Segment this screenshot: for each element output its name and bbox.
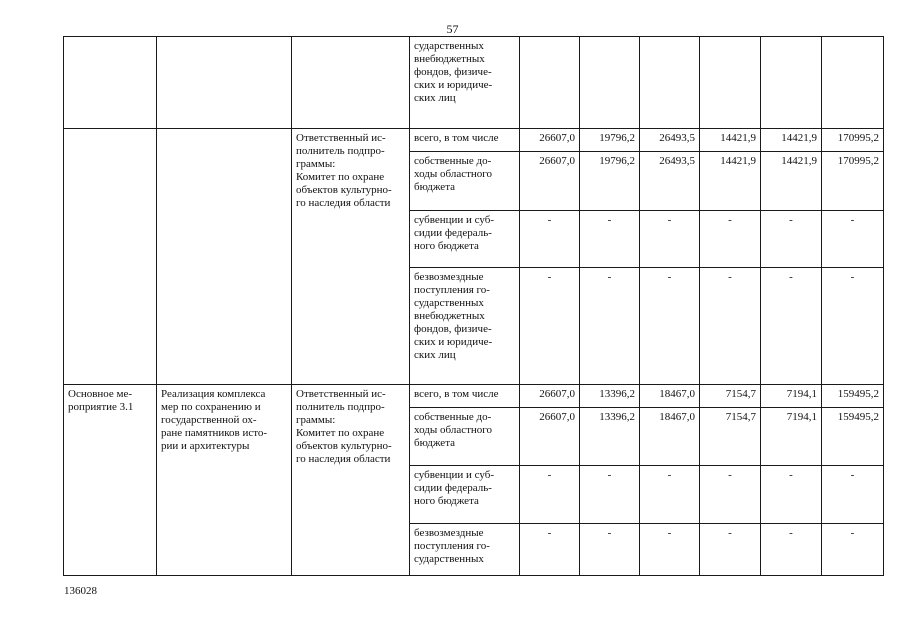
- value-text: -: [850, 271, 855, 283]
- value-text: 170995,2: [837, 155, 879, 167]
- table-row: [64, 37, 884, 129]
- value-cell: [520, 268, 580, 385]
- value-text: -: [667, 271, 672, 283]
- value-text: -: [547, 214, 552, 226]
- measure-cell: [64, 129, 157, 385]
- value-text: -: [607, 214, 612, 226]
- value-cell: [700, 152, 761, 211]
- value-cell: [520, 524, 580, 576]
- value-text: 13396,2: [599, 411, 635, 423]
- value-text: 14421,9: [781, 155, 817, 167]
- value-cell: [822, 524, 884, 576]
- value-cell: [640, 129, 700, 152]
- value-text: -: [667, 527, 672, 539]
- value-cell: [822, 385, 884, 408]
- executor-cell: [292, 385, 410, 576]
- value-cell: [822, 268, 884, 385]
- page-number: 57: [446, 22, 459, 36]
- value-cell: [640, 408, 700, 466]
- value-text: -: [789, 214, 793, 226]
- value-cell: [761, 385, 822, 408]
- value-text: -: [728, 271, 732, 283]
- value-cell: [580, 129, 640, 152]
- executor-text: Ответственный ис- полнитель подпро- граммы: Комитет по охране объектов культурно- го наследия области: [296, 388, 392, 465]
- funding-source-label: сударственных внебюджетных фондов, физиче- ских и юридиче- ских лиц: [414, 40, 493, 104]
- value-text: 26607,0: [539, 132, 575, 144]
- value-text: -: [547, 271, 552, 283]
- value-cell: [580, 152, 640, 211]
- value-cell: [761, 268, 822, 385]
- value-text: 26493,5: [659, 132, 695, 144]
- value-cell: [761, 152, 822, 211]
- value-cell: [520, 37, 580, 129]
- value-text: 7154,7: [725, 411, 756, 423]
- value-cell: [700, 408, 761, 466]
- value-cell: [700, 211, 761, 268]
- value-cell: [580, 466, 640, 524]
- value-text: -: [728, 469, 732, 481]
- measure-cell: [64, 385, 157, 576]
- value-text: 26607,0: [539, 411, 575, 423]
- value-text: -: [728, 527, 732, 539]
- value-text: 159495,2: [837, 388, 879, 400]
- funding-source-label: собственные до- ходы областного бюджета: [414, 155, 493, 193]
- value-cell: [700, 129, 761, 152]
- value-text: 19796,2: [599, 132, 635, 144]
- value-text: 7154,7: [725, 388, 756, 400]
- value-text: 19796,2: [599, 155, 635, 167]
- value-cell: [640, 152, 700, 211]
- value-cell: [640, 211, 700, 268]
- value-cell: [640, 524, 700, 576]
- measure-name-text: Реализация комплекса мер по сохранению и государственной ох- ране памятников исто- рии и архитектуры: [161, 388, 268, 452]
- funding-source-label: всего, в том числе: [414, 132, 499, 144]
- value-cell: [520, 408, 580, 466]
- funding-source-cell: [410, 466, 520, 524]
- value-cell: [580, 37, 640, 129]
- executor-cell: [292, 37, 410, 129]
- value-text: 26607,0: [539, 388, 575, 400]
- value-cell: [640, 385, 700, 408]
- funding-source-label: субвенции и суб- сидии федераль- ного бюджета: [414, 214, 494, 252]
- name-cell: [157, 37, 292, 129]
- value-cell: [520, 129, 580, 152]
- value-text: -: [607, 271, 612, 283]
- value-cell: [580, 408, 640, 466]
- funding-source-label: безвозмездные поступления го- сударственных: [414, 527, 490, 565]
- funding-source-cell: [410, 152, 520, 211]
- value-text: 170995,2: [837, 132, 879, 144]
- value-cell: [580, 385, 640, 408]
- funding-source-cell: [410, 268, 520, 385]
- value-cell: [700, 268, 761, 385]
- funding-source-cell: [410, 37, 520, 129]
- value-cell: [761, 129, 822, 152]
- value-cell: [822, 466, 884, 524]
- value-text: -: [667, 469, 672, 481]
- table-row: [64, 385, 884, 408]
- value-cell: [700, 466, 761, 524]
- value-text: 7194,1: [786, 388, 817, 400]
- name-cell: [157, 129, 292, 385]
- value-text: -: [547, 527, 552, 539]
- value-cell: [822, 129, 884, 152]
- funding-source-label: всего, в том числе: [414, 388, 499, 400]
- name-cell: [157, 385, 292, 576]
- value-text: 14421,9: [781, 132, 817, 144]
- value-text: -: [789, 527, 793, 539]
- value-text: 14421,9: [720, 155, 756, 167]
- funding-source-cell: [410, 524, 520, 576]
- value-cell: [580, 211, 640, 268]
- value-cell: [640, 268, 700, 385]
- value-text: 7194,1: [786, 411, 817, 423]
- budget-table: [63, 36, 884, 576]
- funding-source-cell: [410, 385, 520, 408]
- value-text: -: [789, 469, 793, 481]
- value-text: -: [850, 527, 855, 539]
- value-cell: [580, 268, 640, 385]
- value-cell: [640, 37, 700, 129]
- document-code: 136028: [64, 585, 97, 597]
- value-cell: [520, 152, 580, 211]
- value-text: -: [547, 469, 552, 481]
- value-cell: [822, 37, 884, 129]
- value-text: 13396,2: [599, 388, 635, 400]
- measure-text: Основное ме- роприятие 3.1: [68, 388, 134, 413]
- value-cell: [822, 211, 884, 268]
- value-text: 26493,5: [659, 155, 695, 167]
- value-cell: [822, 408, 884, 466]
- value-cell: [700, 524, 761, 576]
- value-cell: [520, 211, 580, 268]
- value-cell: [761, 408, 822, 466]
- funding-source-label: собственные до- ходы областного бюджета: [414, 411, 493, 449]
- table-row: [64, 129, 884, 152]
- value-text: -: [607, 527, 612, 539]
- value-cell: [640, 466, 700, 524]
- executor-text: Ответственный ис- полнитель подпро- граммы: Комитет по охране объектов культурно- го наследия области: [296, 132, 392, 209]
- value-text: -: [607, 469, 612, 481]
- funding-source-cell: [410, 408, 520, 466]
- value-text: 26607,0: [539, 155, 575, 167]
- value-text: -: [728, 214, 732, 226]
- value-cell: [761, 37, 822, 129]
- value-cell: [700, 385, 761, 408]
- executor-cell: [292, 129, 410, 385]
- value-text: -: [850, 214, 855, 226]
- value-cell: [761, 524, 822, 576]
- value-cell: [761, 211, 822, 268]
- measure-cell: [64, 37, 157, 129]
- value-cell: [822, 152, 884, 211]
- value-text: -: [667, 214, 672, 226]
- value-text: 159495,2: [837, 411, 879, 423]
- value-cell: [520, 385, 580, 408]
- value-cell: [761, 466, 822, 524]
- funding-source-cell: [410, 211, 520, 268]
- value-text: -: [850, 469, 855, 481]
- value-text: 14421,9: [720, 132, 756, 144]
- value-cell: [580, 524, 640, 576]
- funding-source-label: субвенции и суб- сидии федераль- ного бюджета: [414, 469, 494, 507]
- value-cell: [700, 37, 761, 129]
- funding-source-cell: [410, 129, 520, 152]
- value-cell: [520, 466, 580, 524]
- value-text: 18467,0: [659, 388, 695, 400]
- funding-source-label: безвозмездные поступления го- сударственных внебюджетных фондов, физиче- ских и юридиче- ских лиц: [414, 271, 493, 361]
- value-text: -: [789, 271, 793, 283]
- value-text: 18467,0: [659, 411, 695, 423]
